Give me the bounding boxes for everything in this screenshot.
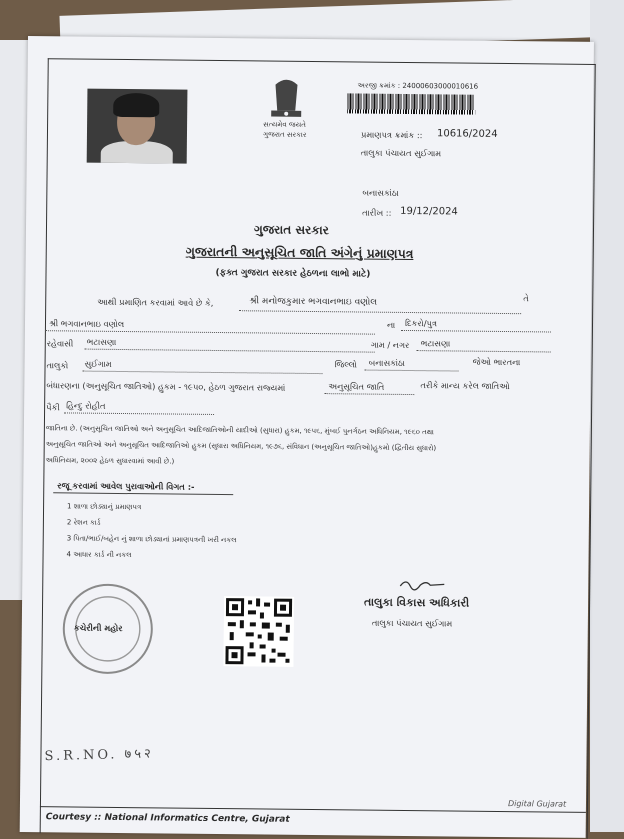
order-line-suffix: તરીકે માન્ય કરેલ જાતિઓ	[420, 380, 510, 392]
document-item-4: 4 આધાર કાર્ડ ની નકલ	[66, 550, 132, 560]
certificate-title: ગુજરાતની અનુસૂચિત જાતિ અંગેનું પ્રમાણપત્ર	[185, 243, 414, 262]
father-name: શ્રી ભગવાનભાઇ વણોલ	[48, 318, 125, 330]
issuing-office: તાલુકા પંચાયત સુઈગામ	[360, 147, 442, 159]
resident-label: રહેવાસી	[46, 338, 74, 349]
date-label: તારીખ ::	[362, 207, 392, 218]
relation: દિકરો/પુત્ર	[404, 317, 438, 329]
order-line: બંધારણના (અનુસૂચિત જાતિઓ) હુકમ - ૧૯૫૦, હેઠળ ગુજરાત રાજ્યમાં	[46, 380, 286, 393]
village-label: ગામ / નગર	[370, 339, 410, 351]
holder-name: શ્રી મનોજકુમાર ભગવાનભાઇ વણોલ	[249, 296, 378, 308]
district: બનાસકાંઠા	[368, 357, 406, 368]
line-intro-suffix: તે	[523, 293, 529, 304]
relation-label: ના	[386, 319, 396, 330]
document-item-1: 1 શાળા છોડ્યાનું પ્રમાણપત્ર	[67, 502, 142, 512]
legal-paragraph-line2: અનુસૂચિત જાતિઓ અને અનુસૂચિત આદિજાતિઓ હુકમ (સુધારા અધિનિયમ, ૧૯૭૬, સંવિધાન (અનુસૂચિત જાતિઓ)હુકમો (દ્વિતીય સુધારો)	[45, 440, 437, 453]
certificate-subtitle: (ફક્ત ગુજરાત સરકાર હેઠળના લાભો માટે)	[215, 267, 371, 280]
resident: ભટાસણા	[86, 336, 117, 347]
application-number: અરજી ક્રમાંક : 24000603000010616	[357, 81, 479, 91]
digital-gujarat-label: Digital Gujarat	[507, 799, 567, 809]
signature-icon	[398, 576, 448, 593]
emblem-motto: સત્યમેવ જયતે	[263, 120, 306, 129]
document-item-3: 3 પિતા/ભાઈ/બહેન નું શાળા છોડ્યાનાં પ્રમાણપત્રની ખરી નકલ	[66, 534, 237, 545]
documents-heading: રજૂ કરવામાં આવેલ પુરાવાઓની વિગત :-	[57, 480, 195, 492]
certificate-sheet	[20, 36, 594, 838]
applicant-photo	[87, 89, 188, 164]
officer-office: તાલુકા પંચાયત સુઈગામ	[371, 617, 453, 629]
cert-number-label: પ્રમાણપત્ર ક્રમાંક ::	[360, 129, 423, 141]
barcode	[347, 93, 475, 114]
officer-title: તાલુકા વિકાસ અધિકારી	[364, 595, 470, 610]
caste-name: હિન્દુ રોહીત	[66, 400, 106, 411]
issuing-district: બનાસકાંઠા	[362, 187, 399, 198]
district-label: જિલ્લો	[334, 359, 358, 370]
taluka-label: તાલુકો	[46, 360, 69, 371]
seal-text: કચેરીની મહોર	[73, 622, 123, 634]
line-intro: આથી પ્રમાણિત કરવામાં આવે છે કે,	[97, 296, 214, 308]
issue-date: 19/12/2024	[400, 205, 458, 218]
caste-category: અનુસૂચિત જાતિ	[328, 381, 385, 392]
emblem-caption: ગુજરાત સરકાર	[262, 130, 307, 139]
legal-paragraph-line3: અધિનિયમ, ૨૦૦૨ હેઠળ સુધારવામાં આવી છે.)	[45, 456, 175, 466]
village: ભટાસણા	[420, 338, 451, 349]
caste-prefix: પૈકી	[46, 402, 60, 413]
document-item-2: 2 રેશન કાર્ડ	[66, 518, 101, 527]
courtesy-footer: Courtesy :: National Informatics Centre, Gujarat	[45, 812, 290, 825]
govt-heading: ગુજરાત સરકાર	[253, 222, 329, 238]
legal-paragraph-line1: જાતિના છે. (અનુસૂચિત જાતિઓ અને અનુસૂચિત આદિજાતિઓની યાદીઓ (સુધારા) હુકમ, ૧૯૫૬, મુંબઈ પુનર્ગઠન અધિનિયમ, ૧૯૬૦ તથા	[45, 424, 434, 437]
qr-code	[223, 596, 294, 667]
state-text: જેઓ ભારતના	[472, 356, 521, 368]
taluka: સુઈગામ	[84, 358, 112, 369]
cert-number: 10616/2024	[436, 128, 498, 140]
handwritten-serial: S.R.NO. ७५२	[44, 746, 155, 765]
